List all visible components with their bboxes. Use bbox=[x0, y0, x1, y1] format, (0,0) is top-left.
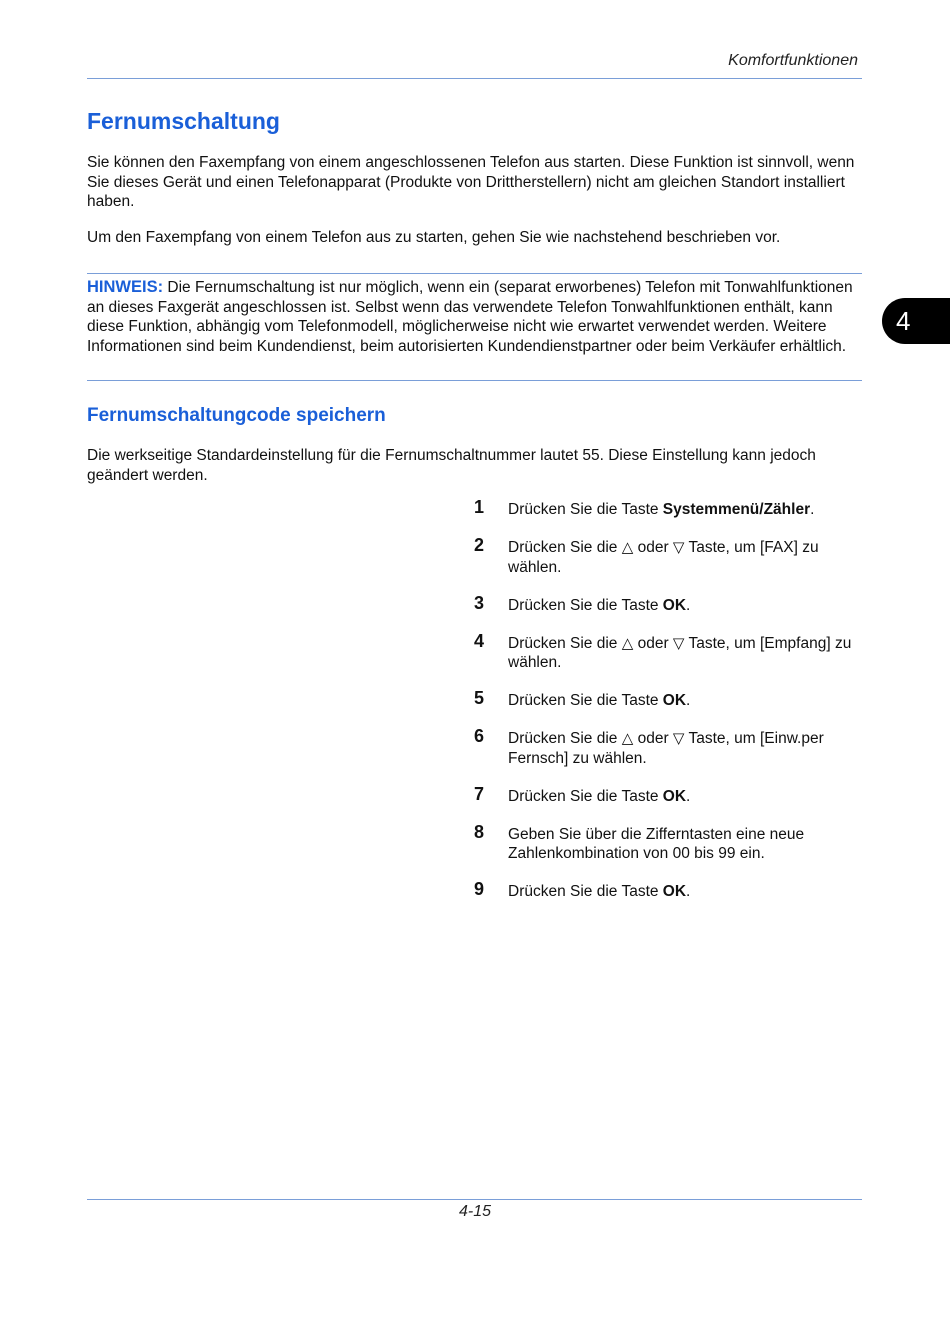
note-bottom-rule bbox=[87, 380, 862, 381]
footer-rule bbox=[87, 1199, 862, 1200]
note-top-rule bbox=[87, 273, 862, 274]
note-label: HINWEIS: bbox=[87, 278, 164, 296]
step-number: 6 bbox=[474, 726, 485, 746]
down-arrow-icon: ▽ bbox=[672, 539, 685, 556]
section-intro: Sie können den Faxempfang von einem angeschlossenen Telefon aus starten. Diese Funktion ist sinnvoll, wenn Sie dieses Gerät und einen Telefonapparat (Produkte von Drittherstellern) nicht am gleichen Standort installiert haben. bbox=[87, 154, 855, 210]
step-text: Drücken Sie die △ oder ▽ Taste, um [Einw.per Fernsch] zu wählen. bbox=[508, 730, 824, 767]
step-text: Drücken Sie die Taste OK. bbox=[508, 692, 691, 709]
key-name: OK bbox=[662, 692, 687, 709]
running-header: Komfortfunktionen bbox=[728, 52, 858, 69]
down-arrow-icon: ▽ bbox=[672, 634, 685, 652]
step-item bbox=[474, 631, 866, 673]
step-item bbox=[474, 497, 866, 520]
note-box bbox=[87, 278, 857, 356]
step-item bbox=[474, 593, 866, 616]
chapter-tab: 4 bbox=[882, 298, 950, 344]
up-arrow-icon: △ bbox=[621, 730, 634, 747]
step-text: Drücken Sie die △ oder ▽ Taste, um [Empfang] zu wählen. bbox=[508, 634, 852, 671]
header-rule bbox=[87, 78, 862, 79]
step-number: 7 bbox=[474, 783, 485, 804]
step-text: Drücken Sie die Taste OK. bbox=[508, 596, 691, 614]
section-instruction: Um den Faxempfang von einem Telefon aus zu starten, gehen Sie wie nachstehend beschrieben vor. bbox=[87, 229, 781, 246]
step-item bbox=[474, 822, 866, 864]
step-text: Drücken Sie die Taste OK. bbox=[508, 883, 691, 900]
subsection-title: Fernumschaltungcode speichern bbox=[87, 405, 386, 426]
step-text: Drücken Sie die Taste OK. bbox=[508, 787, 691, 805]
section-title: Fernumschaltung bbox=[87, 108, 280, 134]
page-number: 4-15 bbox=[458, 1203, 492, 1220]
step-number: 1 bbox=[474, 497, 485, 517]
key-name: OK bbox=[662, 883, 687, 900]
steps-list bbox=[474, 497, 866, 917]
step-text: Drücken Sie die △ oder ▽ Taste, um [FAX] zu wählen. bbox=[508, 539, 819, 576]
down-arrow-icon: ▽ bbox=[672, 730, 685, 747]
step-number: 2 bbox=[474, 535, 485, 555]
step-number: 3 bbox=[474, 592, 485, 613]
key-name: Systemmenü/Zähler bbox=[662, 501, 811, 518]
step-number: 8 bbox=[474, 821, 485, 842]
subsection-intro: Die werkseitige Standardeinstellung für die Fernumschaltnummer lautet 55. Diese Einstellung kann jedoch geändert werden. bbox=[87, 447, 816, 484]
up-arrow-icon: △ bbox=[621, 634, 634, 652]
step-text: Geben Sie über die Zifferntasten eine neue Zahlenkombination von 00 bis 99 ein. bbox=[508, 825, 805, 862]
step-item bbox=[474, 688, 866, 711]
step-item bbox=[474, 784, 866, 807]
note-text: Die Fernumschaltung ist nur möglich, wenn ein (separat erworbenes) Telefon mit Tonwahlfunktionen an dieses Faxgerät angeschlossen ist. Selbst wenn das verwendete Telefon Tonwahlfunktionen enthält, kann diese Funktion, abhängig vom Telefonmodell, möglicherweise nicht wie erwartet verwendet werden. Weitere Informationen sind beim Kundendienst, beim autorisierten Kundendienstpartner oder beim Verkäufer erhältlich. bbox=[87, 279, 853, 355]
step-item bbox=[474, 535, 866, 577]
step-item bbox=[474, 879, 866, 902]
up-arrow-icon: △ bbox=[621, 539, 634, 556]
key-name: OK bbox=[662, 596, 687, 614]
step-number: 5 bbox=[474, 688, 485, 708]
step-item bbox=[474, 726, 866, 768]
step-text: Drücken Sie die Taste Systemmenü/Zähler. bbox=[508, 501, 815, 518]
key-name: OK bbox=[662, 787, 687, 805]
step-number: 9 bbox=[474, 879, 485, 899]
step-number: 4 bbox=[474, 630, 485, 651]
